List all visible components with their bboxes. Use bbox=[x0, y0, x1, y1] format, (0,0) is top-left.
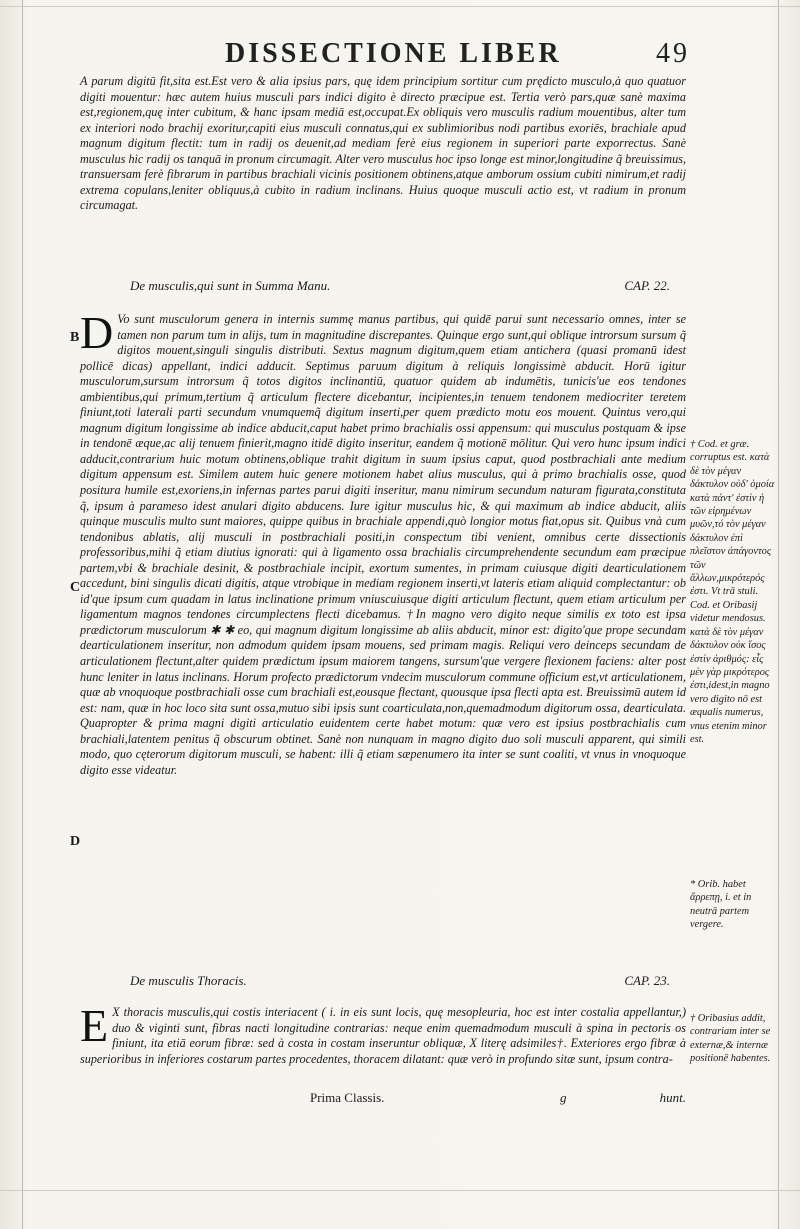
page-number: 49 bbox=[656, 38, 690, 69]
side-note: * Orib. habet ἄρρεπῃ, i. et in neutrā partem vergere. bbox=[690, 879, 752, 931]
side-note: † Cod. et græ. corruptus est. κατὰ δὲ τὸν μέγαν δάκτυλον οὐδ' ὁμοία κατὰ πάντ' ἐστὶν ἡ τῶν εἰρημένων μυῶν,τό τὸν μέγαν δάκτυλον ἐπὶ πλεῖστον ἀπάγοντος τῶν ἄλλων,μικρότερός ἐστι. Vt trā stuli. Cod. et Oribasij videtur mendosus. κατὰ δὲ τὸν μέγαν δάκτυλον οὐκ ἴσος ἐστὶν ἀριθμός: εἷς μὲν γὰρ μικρότερος ἐστι,idest,in magno vero digito nō est æqualis numerus, vnus etenim minor est. bbox=[690, 439, 775, 745]
ruled-bottom-line bbox=[0, 1190, 800, 1191]
chapter-heading bbox=[130, 278, 670, 294]
paragraph: Vo sunt musculorum genera in internis summę manus partibus, qui quidē parui sunt necessario omnes, inter se tamen non parum tum in alijs, tum in magnitudine discrepantes. Quinque ergo sunt,qui oblique introrsum sursum q̃ digitos mouent,singuli singulis distributi. Sextus magnum digitum,quem etiam antichera (quasi promanū idest pollicē dicas) appellant, indici adducit. Septimus paruum digitum à reliquis longissimè abducit. Horū igitur musculorum,sursum introrsum q̃ totos digitos inclinantiū, quatuor quidem ab indumētis, tunicis'ue eos tendones ambientibus,qui primum,tertium q̃ articulum flectere dicebantur, incipientes,in tenuem tendonem mediocriter teretem finiunt,toti laterali parti secundum vnumquemq̃ digitum inserti,per quem prædicto motu eos mouent. Quintus vero,qui magnum digitum longissime ab indice abducit,caput habet primo brachialis ossi appensum: qui musculus postquam & ipse in tendonē æque,ac alij tenuem finierit,magno itidē digito inseritur, eandem q̃ motionē mōlitur. Qui vero hunc ipsum indici adducit,contrarium huic motum obtinens,oblique trahit digitum in suum ipsius caput, quod postbrachiali ante medium digitum appensum est. Similem autem huic genere motionem habet alius musculus, qui à primo brachialis osse, quod positura humile est,exoriens,in infernas partes parui digiti inseritur, manu nimirum secundum naturam figurata,constituta q̃, ipsum à parameso idest anulari digito abducens. Iure igitur musculus hic, & qui maximum ab indice abducit, aliis quinque musculis multo sunt maiores, quippe quibus in brachiale appendi,quò longior motus fiat,opus sit. Quibus vnà cum tendonibus ablatis, alij musculi in postbrachiali positi,in conspectum tibi venient, omnibus certe dissectionis professoribus,mihi q̃ etiam diutius ignorati: qui à ligamento ossa brachialis circumprehendente secundum eam præcipue partem,vbi & brachiale desinit, & postbrachiale incipit, exortum sumentes, in primam cuiusque digiti dearticulationem accedunt, bini singulis dicati digitis, atque vtrobique in mediam regionem inserti,vt lateris etiam aliquid complectantur: ob id'que ipsum cum quadam in latus inclinatione primum vniuscuiusque digiti articulum flectunt, quem etiam articulum per ligamentum magnos tendones circumplectens flecti dicebamus. †In magno vero digito neque similis ex toto est ipsa prædictorum musculorum ✱ ✱ eo, qui magnum digitum longissime ab aliis abducit, minor est: digito'que prope secundam dearticulationem inseritur, non admodum quidem ipsam mouens, sed primam magis. Reliqui vero deinceps secundam de articulationem flectunt,alter quidem prædictum ipsum maiorem tangens, sursum'que vergere flexionem faciens: alter post hunc leniter in latus inclinans. Horum profecto prædictorum vndecim musculorum commune officium est,vt articulationem, quæ ab vnoquoque postbrachiali osse cum brachiali est,eousque flectant, quousque ipsa flecti apta est. Breuissimū autem id est: nam, quæ in hoc loco sita sunt ossa,mutuo sibi ipsis sunt coarticulata,non,quemadmodum digitorum ossa, dearticulata. Quapropter & prima magni digiti articulatio euidentem certe habet motum: quæ vero est ipsius postbrachialis cum brachiali,latentem penitus q̃ obscurum obtinet. Sanè non nunquam in magno digito duo soli musculi apparent, qui simili modo, quo cęterorum digitorum musculi, se habent: illi q̃ etiam sæpenumero ita inter se sunt coaliti, vt vnus in vnoquoque digito esse videatur. bbox=[80, 312, 686, 777]
drop-cap: D bbox=[80, 307, 114, 358]
catchword: hunt. bbox=[659, 1090, 686, 1105]
ruled-margin-line bbox=[22, 0, 23, 1229]
paragraph: X thoracis musculis,qui costis interiacent ( i. in eis sunt locis, quę mesopleuria, hoc est inter costalia appellantur,) duo & viginti sunt, fibras nacti longitudine contrarias: neque enim quemadmodum musculi à spina in pectoris os finiunt, ita etiā eorum fibræ: sed à costa in costam inseruntur obliquæ, X literę adsimiles†. Exteriores ergo fibræ à superioribus in inferiores costarum partes procedentes, thoracem dilatant: quæ verò in profundo sitæ sunt, ipsum contra- bbox=[80, 1005, 686, 1066]
footer-classis: Prima Classis. bbox=[310, 1090, 385, 1105]
signature-mark: g bbox=[560, 1090, 567, 1105]
paragraph: A parum digitū fit,sita est.Est vero & alia ipsius pars, quę idem principium sortitur cum prędicto musculo,à quo quatuor digiti mouentur: hæc autem huius musculi pars indici digito è directo præcipue est. Tertia verò pars,quæ sanè maxima est,regionem,quę inter cubitum, & hanc ipsam mediā est,occupat.Ex obliquis vero musculis radium mouentibus, alter tum ex interiori nodo brachij exoritur,capiti eius musculi connatus,qui ex sublimioribus nodi partibus exoriēs, brachiale apud magnum digitum flectit: tum in radij os deuenit,ad mediam ferè eius regionem in superiori parte exporrectus. Sanè musculus hic radij os tanquā in pronum circumagit. Alter vero musculus hoc ipso longe est minor,longitudine q̃ breuissimus, transuersam ferè fibrarum in partibus brachiali vicinis positionem obtinens,atque amborum ossium cubiti nimirum,et radij extrema copulans,leniter obliquus,à cubito in radium inclinans. Huius quoque musculi actio est, vt radium in pronum circumagat. bbox=[80, 74, 686, 213]
chapter-number: CAP. 23. bbox=[624, 973, 670, 988]
running-header bbox=[170, 38, 690, 72]
margin-letter: B bbox=[70, 330, 80, 345]
page-footer bbox=[80, 1090, 686, 1108]
running-title: DISSECTIONE LIBER bbox=[225, 38, 562, 69]
chapter-title: De musculis Thoracis. bbox=[130, 973, 247, 988]
chapter-heading bbox=[130, 973, 670, 989]
ruled-top-line bbox=[0, 6, 800, 7]
text-block-chapter-22 bbox=[80, 307, 686, 778]
side-note: † Oribasius addit, contrariam inter se externæ,& internæ positionē habentes. bbox=[690, 1013, 771, 1065]
margin-letter: D bbox=[70, 834, 81, 849]
chapter-number: CAP. 22. bbox=[624, 278, 670, 293]
text-block-chapter-23 bbox=[80, 1000, 686, 1067]
drop-cap: E bbox=[80, 1000, 109, 1051]
text-block-continued bbox=[80, 74, 686, 214]
ruled-margin-line bbox=[778, 0, 779, 1229]
margin-letter: C bbox=[70, 580, 81, 595]
chapter-title: De musculis,qui sunt in Summa Manu. bbox=[130, 278, 331, 293]
